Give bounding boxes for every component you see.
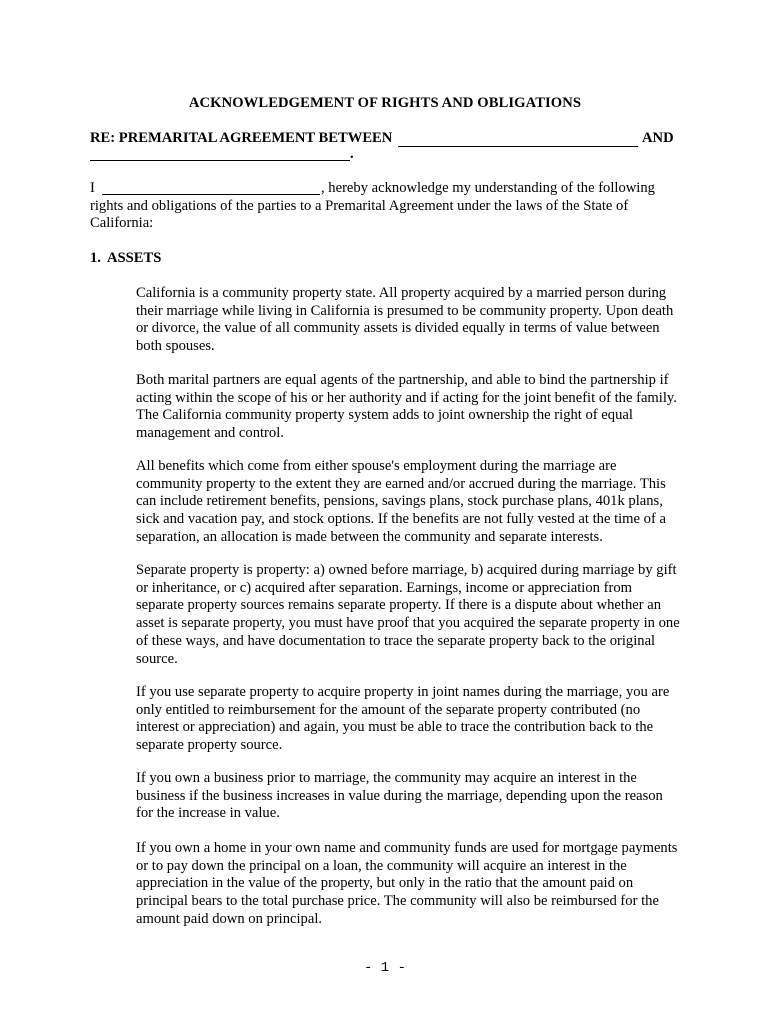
text-line: sick and vacation pay, and stock options. If the benefits are not fully vested at the time of a	[136, 511, 666, 528]
text-line: or divorce, the value of all community assets is divided equally in terms of value between	[136, 320, 660, 337]
ack-line-1: , hereby acknowledge my understanding of the following	[321, 180, 655, 196]
text-line: California is a community property state. All property acquired by a married person during	[136, 285, 667, 301]
paragraph-equal-agents	[136, 372, 681, 443]
name-blank	[102, 194, 320, 195]
paragraph-home	[136, 840, 681, 929]
section-heading-assets	[90, 250, 167, 268]
re-and: AND	[642, 130, 674, 146]
text-line: Both marital partners are equal agents of the partnership, and able to bind the partnership if	[136, 372, 669, 388]
party-two-blank	[90, 160, 350, 161]
text-line: community property to the extent they are earned and/or accrued during the marriage. This	[136, 475, 666, 492]
text-line: only entitled to reimbursement for the amount of the separate property contributed (no	[136, 701, 641, 718]
text-line: appreciation in the value of the property, but only in the ratio that the amount paid on	[136, 875, 634, 892]
re-period: .	[350, 146, 354, 162]
paragraph-community-property	[136, 285, 681, 356]
paragraph-separate-property	[136, 562, 681, 668]
text-line: of these ways, and have documentation to trace the separate property back to the original	[136, 632, 656, 649]
text-line: If you own a home in your own name and community funds are used for mortgage payments	[136, 840, 678, 856]
document-title: ACKNOWLEDGEMENT OF RIGHTS AND OBLIGATIONS	[188, 95, 582, 111]
text-line: The California community property system adds to joint ownership the right of equal	[136, 407, 633, 424]
re-prefix: RE: PREMARITAL AGREEMENT BETWEEN	[90, 130, 393, 146]
paragraph-business	[136, 770, 681, 823]
section-number: 1.	[90, 250, 101, 266]
text-line: principal bears to the total purchase price. The community will also be reimbursed for the	[136, 893, 659, 910]
text-line: acting within the scope of his or her authority and if acting for the joint benefit of the family.	[136, 389, 677, 406]
text-line: All benefits which come from either spouse's employment during the marriage are	[136, 458, 617, 474]
text-line: amount paid down on principal.	[136, 910, 323, 927]
text-line: If you use separate property to acquire property in joint names during the marriage, you are	[136, 684, 670, 700]
party-one-blank	[398, 146, 638, 147]
text-line: separate property source.	[136, 737, 283, 754]
text-line: their marriage while living in California is presumed to be community property. Upon death	[136, 302, 674, 319]
text-line: or inheritance, or c) acquired after separation. Earnings, income or appreciation from	[136, 579, 632, 596]
text-line: Separate property is property: a) owned before marriage, b) acquired during marriage by gift	[136, 562, 677, 578]
text-line: management and control.	[136, 425, 284, 442]
section-title: ASSETS	[106, 250, 162, 266]
text-line: for the increase in value.	[136, 805, 280, 822]
text-line: or to pay down the principal on a loan, the community will acquire an interest in the	[136, 857, 627, 874]
page-number: - 1 -	[363, 960, 406, 976]
text-line: If you own a business prior to marriage, the community may acquire an interest in the	[136, 770, 637, 786]
re-line-2	[90, 146, 390, 164]
text-line: separation, an allocation is made between the community and separate interests.	[136, 528, 603, 545]
text-line: both spouses.	[136, 338, 215, 355]
text-line: separate property sources remains separate property. If there is a dispute about whether an	[136, 597, 662, 614]
text-line: asset is separate property, you must have proof that you acquired the separate property in one	[136, 615, 680, 632]
ack-line-3: California:	[90, 215, 154, 232]
acknowledgement-paragraph	[90, 180, 690, 233]
text-line: can include retirement benefits, pensions, savings plans, stock purchase plans, 401k plans,	[136, 493, 663, 510]
text-line: source.	[136, 650, 178, 667]
text-line: business if the business increases in value during the marriage, depending upon the reason	[136, 787, 663, 804]
text-line: interest or appreciation) and again, you must be able to trace the contribution back to the	[136, 719, 654, 736]
ack-line-2: rights and obligations of the parties to a Premarital Agreement under the laws of the State of	[90, 197, 629, 214]
paragraph-joint-names	[136, 684, 681, 755]
ack-i: I	[90, 180, 95, 196]
paragraph-employment-benefits	[136, 458, 681, 547]
